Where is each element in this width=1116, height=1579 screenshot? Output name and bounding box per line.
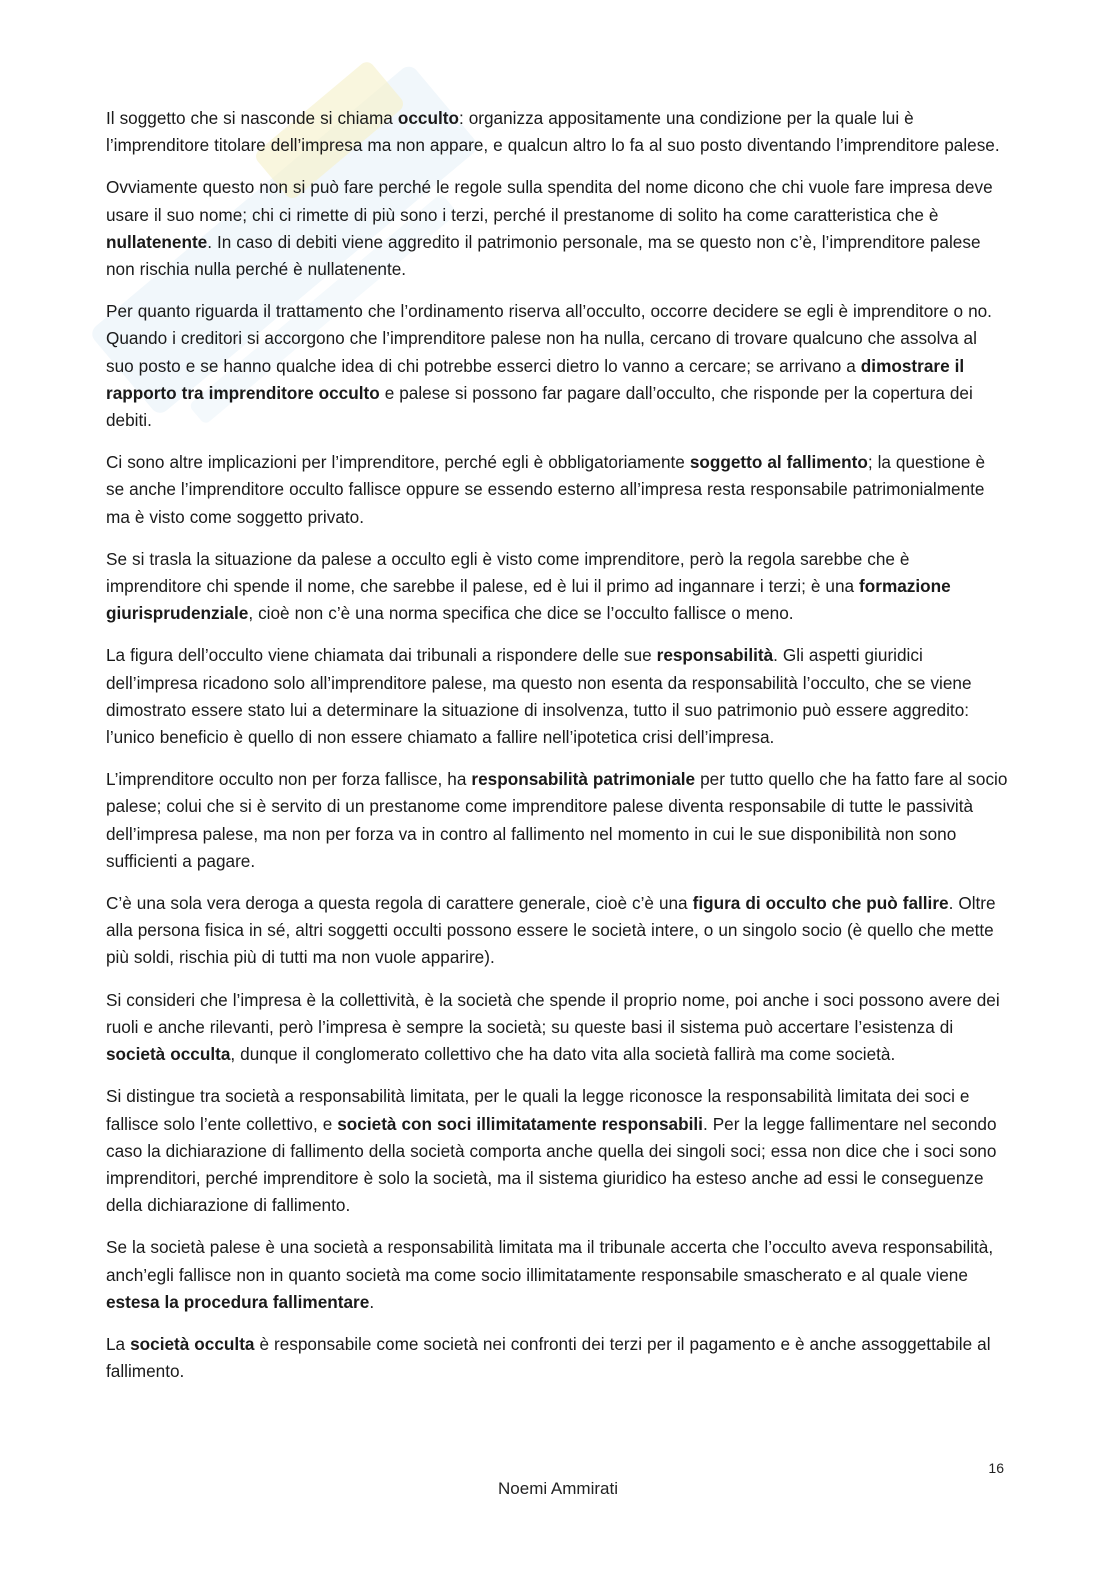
- bold-term: società occulta: [130, 1333, 255, 1354]
- bold-term: figura di occulto che può fallire: [692, 893, 949, 914]
- paragraph: Per quanto riguarda il trattamento che l’ordinamento riserva all’occulto, occorre decidere se egli è imprenditore o no. Quando i creditori si accorgono che l’imprenditore palese non ha nulla, cercano di trovare qualcuno che assolva al suo posto e se hanno qualche idea di chi potrebbe esserci dietro lo vanno a cercare; se arrivano a dimostrare il rapporto tra imprenditore occulto e palese si possono far pagare dall’occulto, che risponde per la copertura dei debiti.: [106, 301, 992, 431]
- paragraph: Il soggetto che si nasconde si chiama occulto: organizza appositamente una condizione per la quale lui è l’imprenditore titolare dell’impresa ma non appare, e qualcun altro lo fa al suo posto diventando l’imprenditore palese.: [106, 108, 1000, 156]
- document-body: [106, 105, 1008, 1400]
- bold-term: formazione giurisprudenziale: [106, 576, 951, 624]
- paragraph: La società occulta è responsabile come società nei confronti dei terzi per il pagamento e è anche assoggettabile al fallimento.: [106, 1333, 991, 1382]
- bold-term: società occulta: [106, 1044, 231, 1065]
- paragraph: Si distingue tra società a responsabilità limitata, per le quali la legge riconosce la responsabilità limitata dei soci e fallisce solo l’ente collettivo, e società con soci illimitatamente responsabili. Per la legge fallimentare nel secondo caso la dichiarazione di fallimento della società comporta anche quella dei singoli soci; essa non dice che i soci sono imprenditori, perché imprenditore è solo la società, ma il sistema giuridico ha esteso anche ad essi le conseguenze della dichiarazione di fallimento.: [106, 1086, 997, 1216]
- bold-term: nullatenente: [106, 231, 208, 252]
- bold-term: dimostrare il rapporto tra imprenditore occulto: [106, 355, 965, 403]
- paragraph: La figura dell’occulto viene chiamata dai tribunali a rispondere delle sue responsabilità. Gli aspetti giuridici dell’impresa ricadono solo all’imprenditore palese, ma questo non esenta da responsabilità l’occulto, che se viene dimostrato essere stato lui a determinare la situazione di insolvenza, tutto il suo patrimonio può essere aggredito: l’unico beneficio è quello di non essere chiamato a fallire nell’ipotetica crisi dell’impresa.: [106, 645, 972, 748]
- page-number: 16: [988, 1460, 1004, 1476]
- bold-term: occulto: [397, 108, 459, 128]
- bold-term: soggetto al fallimento: [689, 452, 868, 473]
- paragraph: Ci sono altre implicazioni per l’imprenditore, perché egli è obbligatoriamente soggetto al fallimento; la questione è se anche l’imprenditore occulto fallisce oppure se essendo esterno all’impresa resta responsabile patrimonialmente ma è visto come soggetto privato.: [106, 452, 986, 527]
- paragraph: Si consideri che l’impresa è la collettività, è la società che spende il proprio nome, poi anche i soci possono avere dei ruoli e anche rilevanti, però l’impresa è sempre la società; su queste basi il sistema può accertare l’esistenza di società occulta, dunque il conglomerato collettivo che ha dato vita alla società fallirà ma come società.: [106, 989, 1000, 1065]
- paragraph: Se la società palese è una società a responsabilità limitata ma il tribunale accerta che l’occulto aveva responsabilità, anch’egli fallisce non in quanto società ma come socio illimitatamente responsabile smascherato e al quale viene estesa la procedura fallimentare.: [106, 1237, 994, 1312]
- bold-term: estesa la procedura fallimentare: [106, 1291, 370, 1312]
- bold-term: responsabilità: [656, 645, 774, 666]
- paragraph: L’imprenditore occulto non per forza fallisce, ha responsabilità patrimoniale per tutto quello che ha fatto fare al socio palese; colui che si è servito di un prestanome come imprenditore palese diventa responsabile di tutte le passività dell’impresa palese, ma non per forza va in contro al fallimento nel momento in cui le sue disponibilità non sono sufficienti a pagare.: [106, 769, 1008, 871]
- paragraph: Se si trasla la situazione da palese a occulto egli è visto come imprenditore, però la regola sarebbe che è imprenditore chi spende il nome, che sarebbe il palese, ed è lui il primo ad ingannare i terzi; è una formazione giurisprudenziale, cioè non c’è una norma specifica che dice se l’occulto fallisce o meno.: [106, 548, 951, 624]
- bold-term: società con soci illimitatamente responsabili: [337, 1113, 703, 1134]
- bold-term: responsabilità patrimoniale: [471, 769, 696, 790]
- paragraph: C’è una sola vera deroga a questa regola di carattere generale, cioè c’è una figura di occulto che può fallire. Oltre alla persona fisica in sé, altri soggetti occulti possono essere le società intere, o un singolo socio (è quello che mette più soldi, rischia più di tutti ma non vuole apparire).: [106, 893, 996, 968]
- paragraph: Ovviamente questo non si può fare perché le regole sulla spendita del nome dicono che chi vuole fare impresa deve usare il suo nome; chi ci rimette di più sono i terzi, perché il prestanome di solito ha come caratteristica che è nullatenente. In caso di debiti viene aggredito il patrimonio personale, ma se questo non c’è, l’imprenditore palese non rischia nulla perché è nullatenente.: [106, 177, 993, 280]
- footer-author: Noemi Ammirati: [498, 1479, 618, 1498]
